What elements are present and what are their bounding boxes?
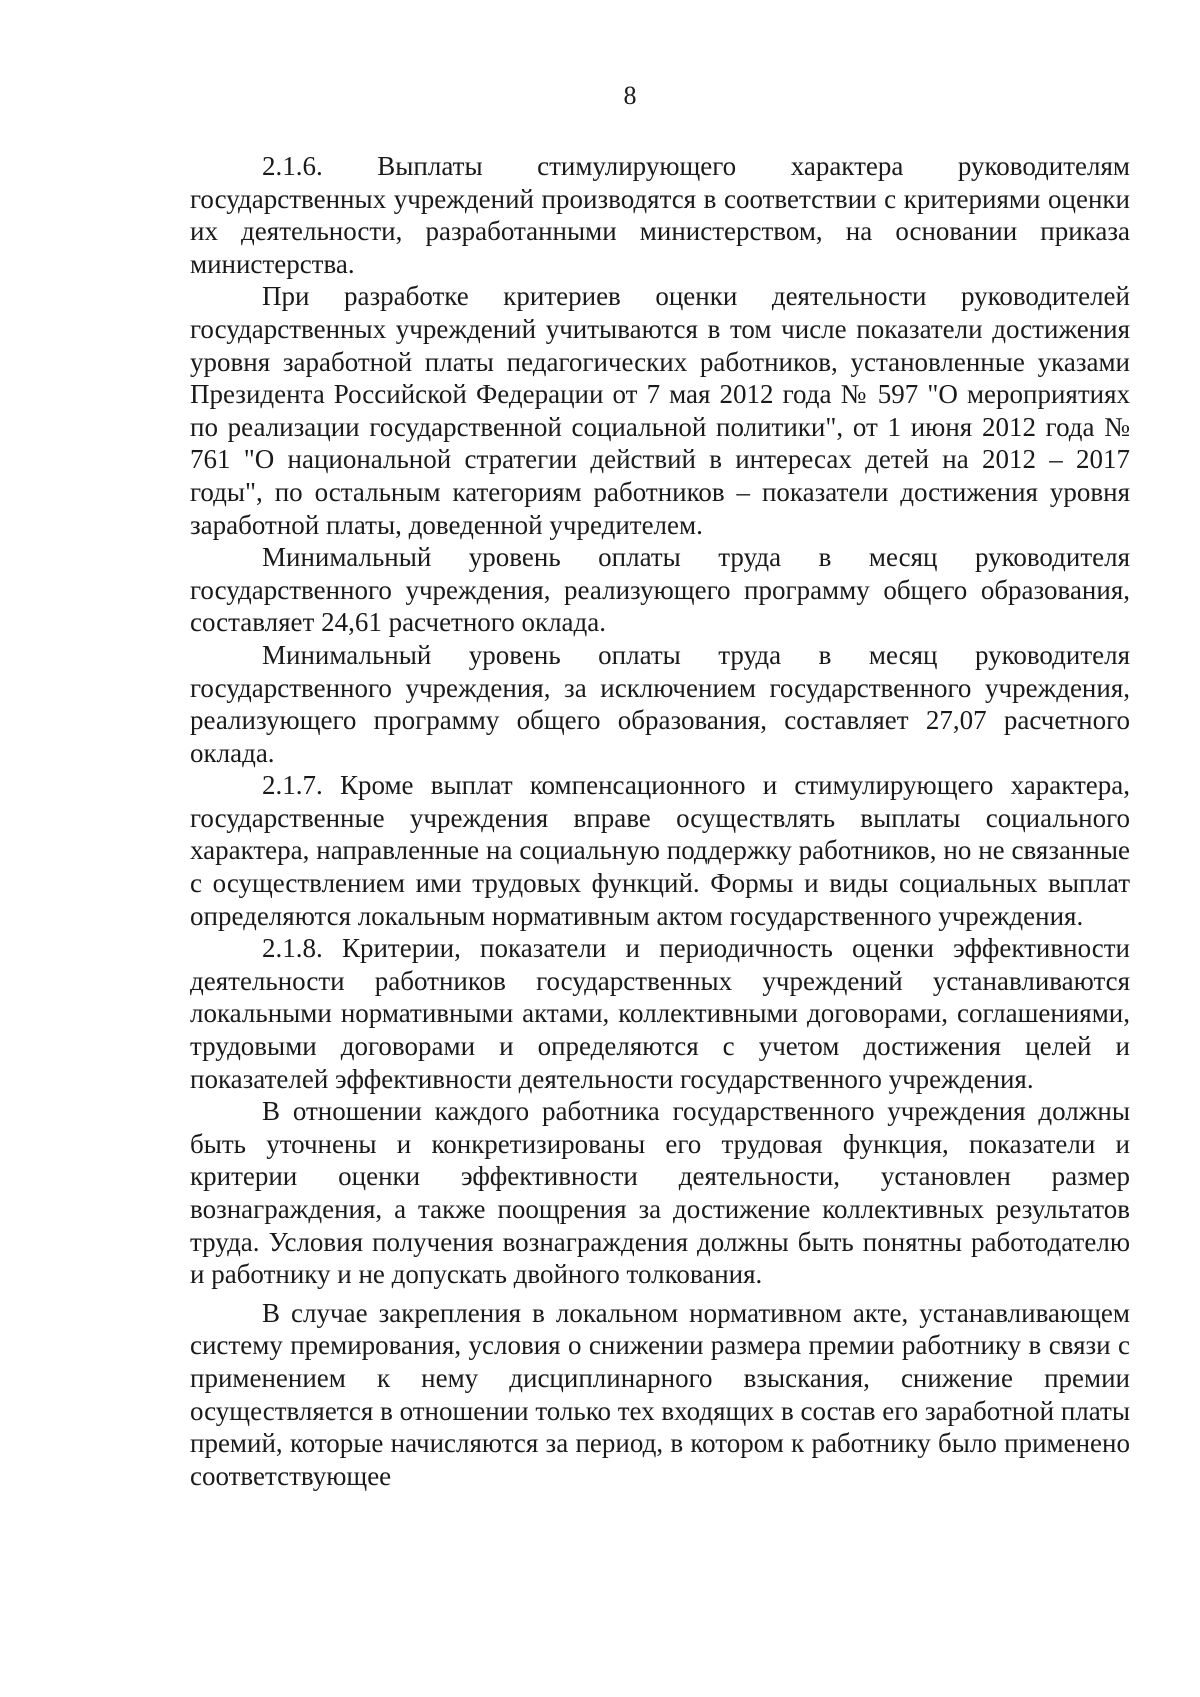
- paragraph-min-pay-general-education: Минимальный уровень оплаты труда в месяц руководителя государственного учреждения, реализующего программу общего образования, составляет 24,61 расчетного оклада.: [190, 542, 1130, 638]
- paragraph-criteria-development: При разработке критериев оценки деятельности руководителей государственных учреждений учитываются в том числе показатели достижения уровня заработной платы педагогических работников, установленные указами Президента Российской Федерации от 7 мая 2012 года № 597 "О мероприятиях по реализации государственной социальной политики", от 1 июня 2012 года № 761 "О национальной стратегии действий в интересах детей на 2012 – 2017 годы", по остальным категориям работников – показатели достижения уровня заработной платы, доведенной учредителем.: [190, 281, 1130, 540]
- paragraph-min-pay-other-institutions: Минимальный уровень оплаты труда в месяц руководителя государственного учреждения, за исключением государственного учреждения, реализующего программу общего образования, составляет 27,07 расчетного оклада.: [190, 639, 1130, 768]
- page-number: 8: [623, 81, 637, 110]
- paragraph-2-1-6: 2.1.6. Выплаты стимулирующего характера руководителям государственных учреждений производятся в соответствии с критериями оценки их деятельности, разработанными министерством, на основании приказа министерства.: [190, 151, 1130, 279]
- paragraph-2-1-7: 2.1.7. Кроме выплат компенсационного и стимулирующего характера, государственные учреждения вправе осуществлять выплаты социального характера, направленные на социальную поддержку работников, но не связанные с осуществлением ими трудовых функций. Формы и виды социальных выплат определяются локальным нормативным актом государственного учреждения.: [190, 770, 1130, 931]
- paragraph-employee-function: В отношении каждого работника государственного учреждения должны быть уточнены и конкретизированы его трудовая функция, показатели и критерии оценки эффективности деятельности, установлен размер вознаграждения, а также поощрения за достижение коллективных результатов труда. Условия получения вознаграждения должны быть понятны работодателю и работнику и не допускать двойного толкования.: [190, 1096, 1130, 1290]
- paragraph-2-1-8: 2.1.8. Критерии, показатели и периодичность оценки эффективности деятельности работников государственных учреждений устанавливаются локальными нормативными актами, коллективными договорами, соглашениями, трудовыми договорами и определяются с учетом достижения целей и показателей эффективности деятельности государственного учреждения.: [190, 933, 1130, 1094]
- document-body: [190, 150, 1130, 1492]
- paragraph-bonus-reduction: В случае закрепления в локальном нормативном акте, устанавливающем систему премирования, условия о снижении размера премии работнику в связи с применением к нему дисциплинарного взыскания, снижение премии осуществляется в отношении только тех входящих в состав его заработной платы премий, которые начисляются за период, в котором к работнику было применено соответствующее: [190, 1297, 1130, 1491]
